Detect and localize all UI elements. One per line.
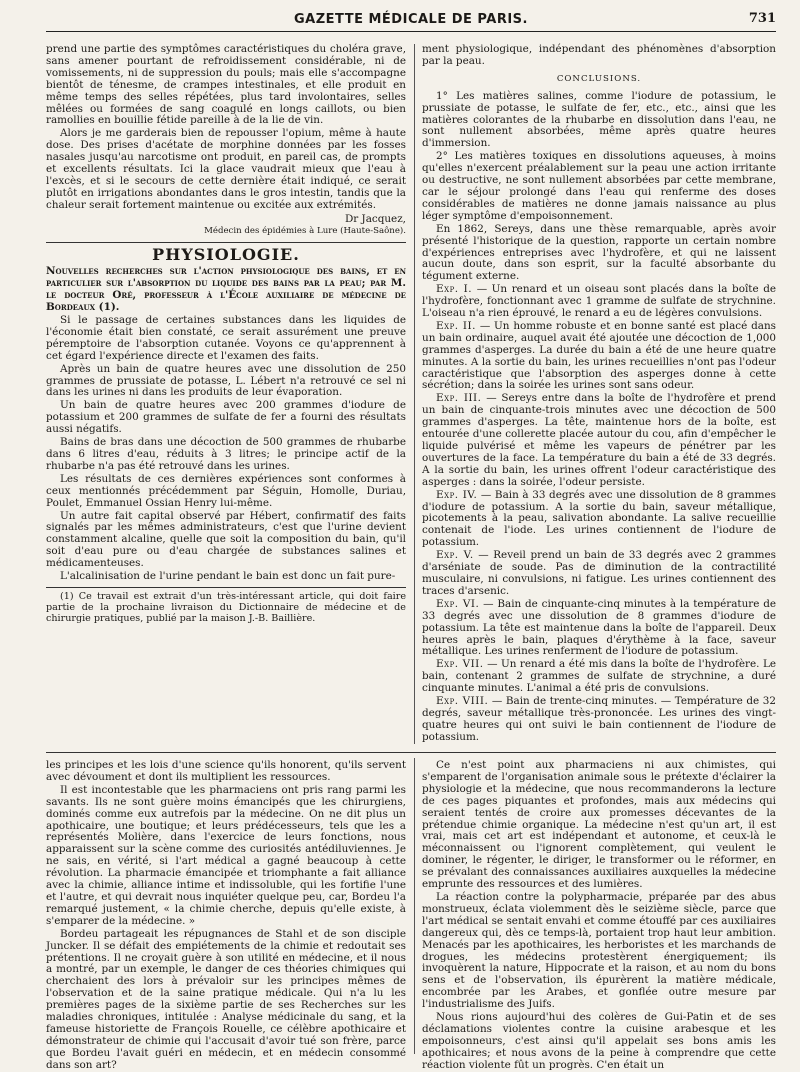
paragraph: les principes et les lois d'une science qu'ils honorent, qu'ils servent avec dévoument et dont ils multiplient les ressources. [46, 759, 406, 783]
section-title: PHYSIOLOGIE. [152, 244, 300, 264]
column-divider [414, 758, 415, 1054]
paragraph: La réaction contre la polypharmacie, préparée par des abus monstrueux, éclata violemment dès le seizième siècle, parce que l'art médical se sentait envahi et comme étouffé par ces auxiliaires dangereux qui, dès ce temps-là, portaient trop haut leur ambition. Menacés par les apothicaires, les herboristes et les marchands de drogues, les médecins protestèrent énergiquement; ils invoquèrent la nature, Hippocrate et la raison, et au nom du bons sens et de l'observation, ils épurèrent la matière médicale, encombrée par les Arabes, et gonflée outre mesure par l'industrialisme des Juifs. [422, 890, 776, 1011]
experiment-label: Exp. VII. [436, 658, 484, 671]
experiment-label: Exp. III. [436, 392, 482, 405]
experiment-text: — Sereys entre dans la boîte de l'hydrofère et prend un bain de cinquante-trois minutes avec une décoction de 500 grammes d'asperges. La tête, maintenue hors de la boîte, est entourée d'une collerette placée autour du cou, afin d'empêcher le liquide pulvérisé et même les vapeurs de pénétrer par les ouvertures de la face. La température du bain a été de 33 degrés. A la sortie du bain, les urines offrent l'odeur caractéristique des asperges : dans la soirée, l'odeur persiste. [422, 392, 776, 488]
experiment-item [422, 550, 776, 598]
left-column-top [46, 44, 406, 748]
conclusions-heading: CONCLUSIONS. [556, 73, 642, 84]
right-column-bottom [422, 759, 776, 1071]
horizontal-divider [46, 752, 776, 753]
paragraph: prend une partie des symptômes caractéristiques du choléra grave, sans amener pourtant de refroidissement considérable, ni de vomissements, ni de suppression du pouls; mais elle s'accompagne bientôt de ténesme, de crampes intestinales, et elle produit en même temps des selles répétées, plus tard involontaires, selles mêlées ou formées de sang coagulé en longs caillots, ou bien ramollies en bouillie fétide pareille à de la lie de vin. [46, 43, 406, 127]
paragraph: ment physiologique, indépendant des phénomènes d'absorption par la peau. [422, 43, 776, 67]
paragraph: Bordeu partageait les répugnances de Stahl et de son disciple Juncker. Il se défait des empiétements de la chimie et redoutait ses prétentions. Il ne croyait guère à son utilité en médecine, et il nous a montré, par un exemple, le danger de ces théories chimiques qui cherchaient des lors à prévaloir sur les principes mêmes de l'observation et de la saine pratique médicale. Qui n'a lu les premières pages de la sixième partie de ses Recherches sur les maladies chroniques, intitulée : Analyse médicinale du sang, et la fameuse historiette de François Rouelle, ce célèbre apothicaire et démonstrateur de chimie qui l'accusait d'avoir tué son frère, parce que Bordeu l'avait guéri en médecin, et en médecin consommé dans son art? [46, 927, 406, 1071]
experiment-text: — Bain de trente-cinq minutes. — Température de 32 degrés, saveur métallique très-prononcée. Les urines des vingt-quatre heures qui ont suivi le bain contiennent de l'iodure de potassium. [422, 695, 776, 743]
paragraph: Bains de bras dans une décoction de 500 grammes de rhubarbe dans 6 litres d'eau, réduits à 3 litres; le principe actif de la rhubarbe n'a pas été retrouvé dans les urines. [46, 436, 406, 472]
page-number: 731 [748, 11, 776, 26]
experiment-item [422, 599, 776, 659]
experiment-text: — Un renard a été mis dans la boîte de l'hydrofère. Le bain, contenant 2 grammes de sulfate de strychnine, a duré cinquante minutes. L'animal a été pris de convulsions. [422, 658, 776, 695]
experiment-item [422, 393, 776, 488]
experiment-text: — Bain à 33 degrés avec une dissolution de 8 grammes d'iodure de potassium. A la sortie du bain, saveur métallique, picotements à la peau, salivation abondante. La salive recueillie contenait de l'iode. Les urines contiennent de l'iodure de potassium. [422, 488, 776, 549]
experiment-text: — Un homme robuste et en bonne santé est placé dans un bain ordinaire, auquel avait été ajoutée une décoction de 1,000 grammes d'asperges. La durée du bain a été de une heure quatre minutes. A la sortie du bain, les urines recueillies n'ont pas l'odeur caractéristique que l'absorption des asperges donne à cette sécrétion; dans la soirée les urines sont sans odeur. [422, 319, 776, 392]
experiment-item [422, 321, 776, 392]
right-column-top [422, 44, 776, 748]
experiment-item [422, 490, 776, 550]
experiment-text: — Bain de cinquante-cinq minutes à la température de 33 degrés avec une dissolution de 8 grammes d'iodure de potassium. La tête est maintenue dans la boîte de l'appareil. Deux heures après le bain, plaques d'érythème à la face, saveur métallique. Les urines renferment de l'iodure de potassium. [422, 597, 777, 658]
paragraph: Un bain de quatre heures avec 200 grammes d'iodure de potassium et 200 grammes de sulfate de fer a fourni des résultats aussi négatifs. [46, 399, 406, 436]
experiment-item [422, 284, 776, 320]
paragraph: Nous rions aujourd'hui des colères de Gui-Patin et de ses déclamations violentes contre la cuisine arabesque et les empoisonneurs, c'est ainsi qu'il appelait ses bons amis les apothicaires; et nous avons de la peine à comprendre que cette réaction violente fût un progrès. C'en était un [422, 1011, 776, 1071]
author-signature: Dr Jacquez, [344, 212, 406, 225]
paragraph: Ce n'est point aux pharmaciens ni aux chimistes, qui s'emparent de l'organisation animale sous le prétexte d'éclairer la physiologie et la médecine, que nous recommanderons la lecture de ces pages piquantes et profondes, mais aux médecins qui seraient tentés de croire aux promesses décevantes de la prétendue chimie organique. La médecine n'est qu'un art, il est vrai, mais cet art est indépendant et autonome, et ceux-là le méconnaissent ou l'ignorent complètement, qui veulent le dominer, le régenter, le diriger, le transformer ou le réformer, en se prévalant des connaissances auxiliaires auxquelles la médecine emprunte des ressources et des lumières. [422, 759, 776, 891]
paragraph: En 1862, Sereys, dans une thèse remarquable, après avoir présenté l'historique de la question, rapporte un certain nombre d'expériences entreprises avec l'hydrofère, et qui ne laissent aucun doute, dans son esprit, sur la faculté absorbante du tégument externe. [422, 222, 776, 283]
experiment-item [422, 696, 776, 744]
journal-title: GAZETTE MÉDICALE DE PARIS. [294, 12, 528, 27]
experiment-label: Exp. VIII. [436, 695, 489, 708]
footnote-divider [46, 587, 406, 588]
experiment-text: — Reveil prend un bain de 33 degrés avec 2 grammes d'arséniate de soude. Pas de diminution de la contractilité musculaire, ni convulsions, ni fatigue. Les urines contiennent des traces d'arsenic. [422, 549, 777, 597]
article-title: Nouvelles recherches sur l'action physiologique des bains, et en particulier sur l'absorption du liquide des bains par la peau; par M. le docteur Oré, professeur à l'École auxiliaire de médecine de Bordeaux (1). [46, 265, 406, 314]
paragraph: Après un bain de quatre heures avec une dissolution de 250 grammes de prussiate de potasse, L. Lébert n'a retrouvé ce sel ni dans les urines ni dans les produits de leur évaporation. [46, 362, 406, 399]
paragraph: Alors je me garderais bien de repousser l'opium, même à haute dose. Des prises d'acétate de morphine données par les fosses nasales jusqu'au narcotisme ont produit, en pareil cas, de prompts et excellents résultats. Ici la glace vaudrait mieux que l'eau à l'excès, et si le secours de cette dernière était indiqué, ce serait plutôt en irrigations abondantes dans le gros intestin, tandis que la chaleur serait fortement maintenue ou excitée aux extrémités. [46, 127, 406, 211]
footnote: (1) Ce travail est extrait d'un très-intéressant article, qui doit faire partie de la prochaine livraison du Dictionnaire de médecine et de chirurgie pratiques, publié par la maison J.-B. Baillière. [46, 590, 406, 624]
paragraph: Les résultats de ces dernières expériences sont conformes à ceux mentionnés précédemment par Séguin, Homolle, Duriau, Poulet, Emmanuel Ossian Henry lui-même. [46, 472, 406, 509]
experiment-label: Exp. V. [436, 549, 474, 562]
paragraph: Un autre fait capital observé par Hébert, confirmatif des faits signalés par les mêmes administrateurs, c'est que l'urine devient constamment alcaline, quelle que soit la composition du bain, qu'il soit d'eau pure ou d'eau chargée de substances salines et médicamenteuses. [46, 509, 406, 570]
conclusion-item: 2° Les matières toxiques en dissolutions aqueuses, à moins qu'elles n'exercent préalablement sur la peau une action irritante ou destructive, ne sont nullement absorbées par cette membrane, car le séjour prolongé dans l'eau qui renferme des doses considérables de matières ne donne jamais naissance au plus léger symptôme d'empoisonnement. [422, 150, 776, 222]
experiment-text: — Un renard et un oiseau sont placés dans la boîte de l'hydrofère, fonctionnant avec 1 gramme de sulfate de strychnine. L'oiseau n'a rien éprouvé, le renard a eu de légères convulsions. [422, 283, 776, 320]
running-head [46, 10, 776, 32]
author-affiliation: Médecin des épidémies à Lure (Haute-Saône). [204, 225, 406, 236]
paragraph: Il est incontestable que les pharmaciens ont pris rang parmi les savants. Ils ne sont guère moins émancipés que les chirurgiens, dominés comme eux autrefois par la médecine. On ne dit plus un apothicaire, une boutique; et leurs prédécesseurs, tels que les a représentés Molière, dans l'exercice de leurs fonctions, nous apparaissent sur la scène comme des curiosités antédiluviennes. Je ne sais, en vérité, si l'art médical a gagné beaucoup à cette révolution. La pharmacie émancipée et triomphante a fait alliance avec la chimie, alliance intime et indissoluble, qui les fortifie l'une et l'autre, et qui devrait nous inquiéter quelque peu, car, Bordeu l'a remarqué justement, « la chimie cherche, depuis qu'elle existe, à s'emparer de la médecine. » [46, 783, 406, 927]
paragraph: Si le passage de certaines substances dans les liquides de l'économie était bien constaté, ce serait assurément une preuve péremptoire de l'absorption cutanée. Voyons ce qu'apprennent à cet égard l'expérience directe et l'examen des faits. [46, 314, 406, 362]
conclusion-item: 1° Les matières salines, comme l'iodure de potassium, le prussiate de potasse, le sulfate de fer, etc., etc., ainsi que les matières colorantes de la rhubarbe en dissolution dans l'eau, ne sont nullement absorbées, même après quatre heures d'immersion. [422, 89, 776, 150]
left-column-bottom [46, 759, 406, 1071]
paragraph: L'alcalinisation de l'urine pendant le bain est donc un fait pure- [60, 570, 396, 583]
experiment-label: Exp. II. [436, 319, 476, 332]
section-divider [46, 242, 406, 243]
column-divider [414, 44, 415, 744]
experiment-item [422, 659, 776, 695]
experiment-label: Exp. VI. [436, 597, 480, 610]
experiment-label: Exp. I. [436, 283, 473, 296]
experiment-label: Exp. IV. [436, 488, 478, 501]
